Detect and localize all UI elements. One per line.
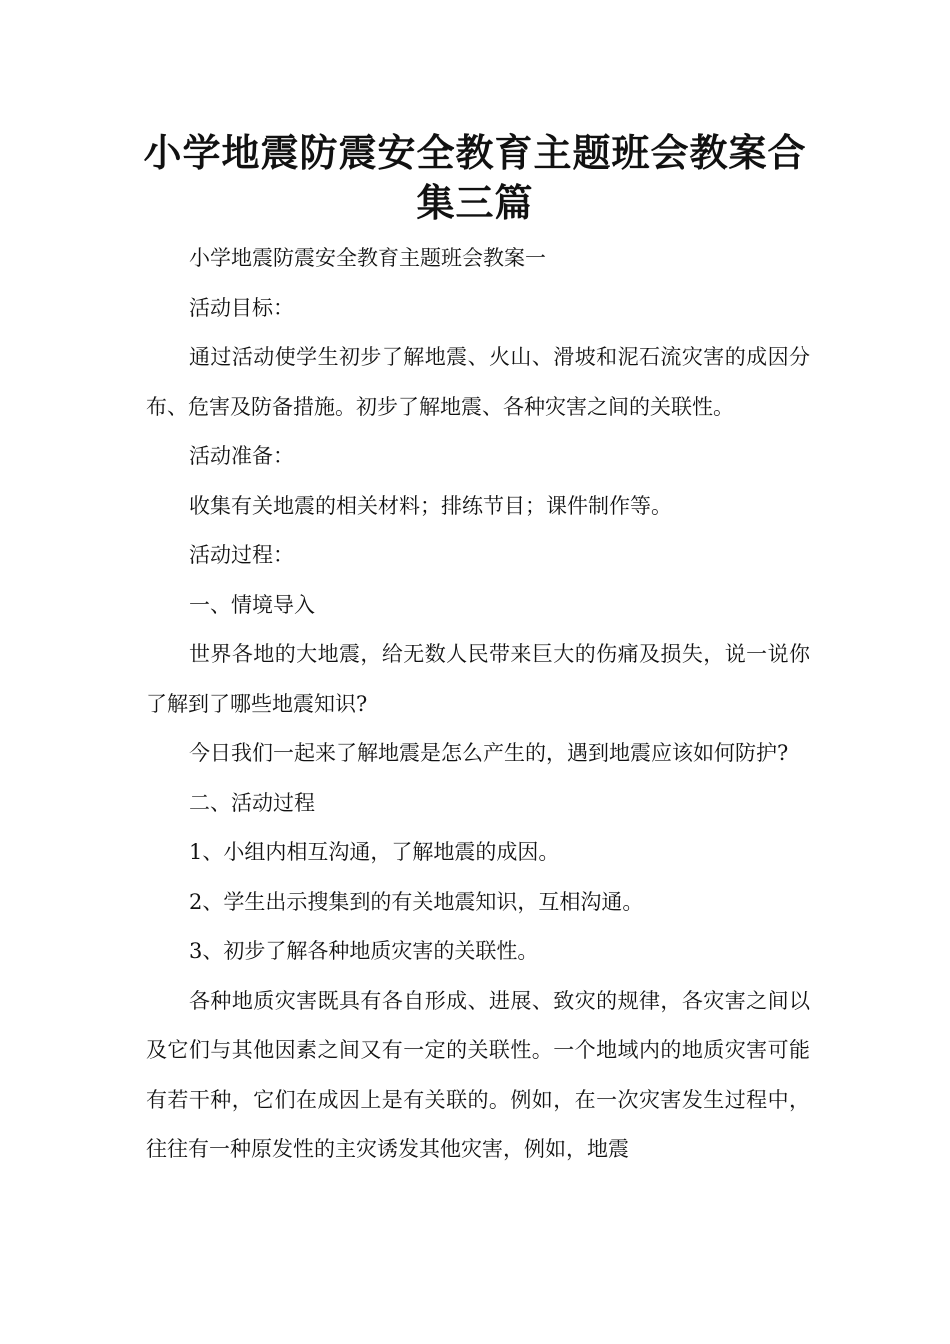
paragraph-process-heading: 活动过程： [189, 543, 294, 567]
paragraph-subtitle: 小学地震防震安全教育主题班会教案一 [189, 246, 546, 270]
paragraph-step-2: 2、学生出示搜集到的有关地震知识，互相沟通。 [189, 889, 644, 914]
paragraph-goal-heading: 活动目标： [189, 295, 294, 320]
document-title: 小学地震防震安全教育主题班会教案合集三篇 [143, 131, 807, 225]
paragraph-section-one: 一、情境导入 [189, 592, 315, 617]
paragraph-today: 今日我们一起来了解地震是怎么产生的，遇到地震应该如何防护? [189, 741, 789, 765]
document-body [146, 234, 810, 1175]
paragraph-goal: 通过活动使学生初步了解地震、火山、滑坡和泥石流灾害的成因分布、危害及防备措施。初步了解地震、各种灾害之间的关联性。 [146, 345, 810, 419]
paragraph-step-3: 3、初步了解各种地质灾害的关联性。 [189, 939, 539, 963]
paragraph-section-two: 二、活动过程 [189, 790, 315, 815]
paragraph-intro: 世界各地的大地震，给无数人民带来巨大的伤痛及损失，说一说你了解到了哪些地震知识? [146, 642, 810, 716]
paragraph-prep: 收集有关地震的相关材料；排练节目；课件制作等。 [189, 493, 672, 518]
paragraph-step-1: 1、小组内相互沟通，了解地震的成因。 [189, 840, 560, 864]
paragraph-prep-heading: 活动准备： [189, 444, 294, 468]
paragraph-disasters: 各种地质灾害既具有各自形成、进展、致灾的规律，各灾害之间以及它们与其他因素之间又有一定的关联性。一个地域内的地质灾害可能有若干种，它们在成因上是有关联的。例如，在一次灾害发生过程中，往往有一种原发性的主灾诱发其他灾害，例如，地震 [146, 988, 810, 1161]
